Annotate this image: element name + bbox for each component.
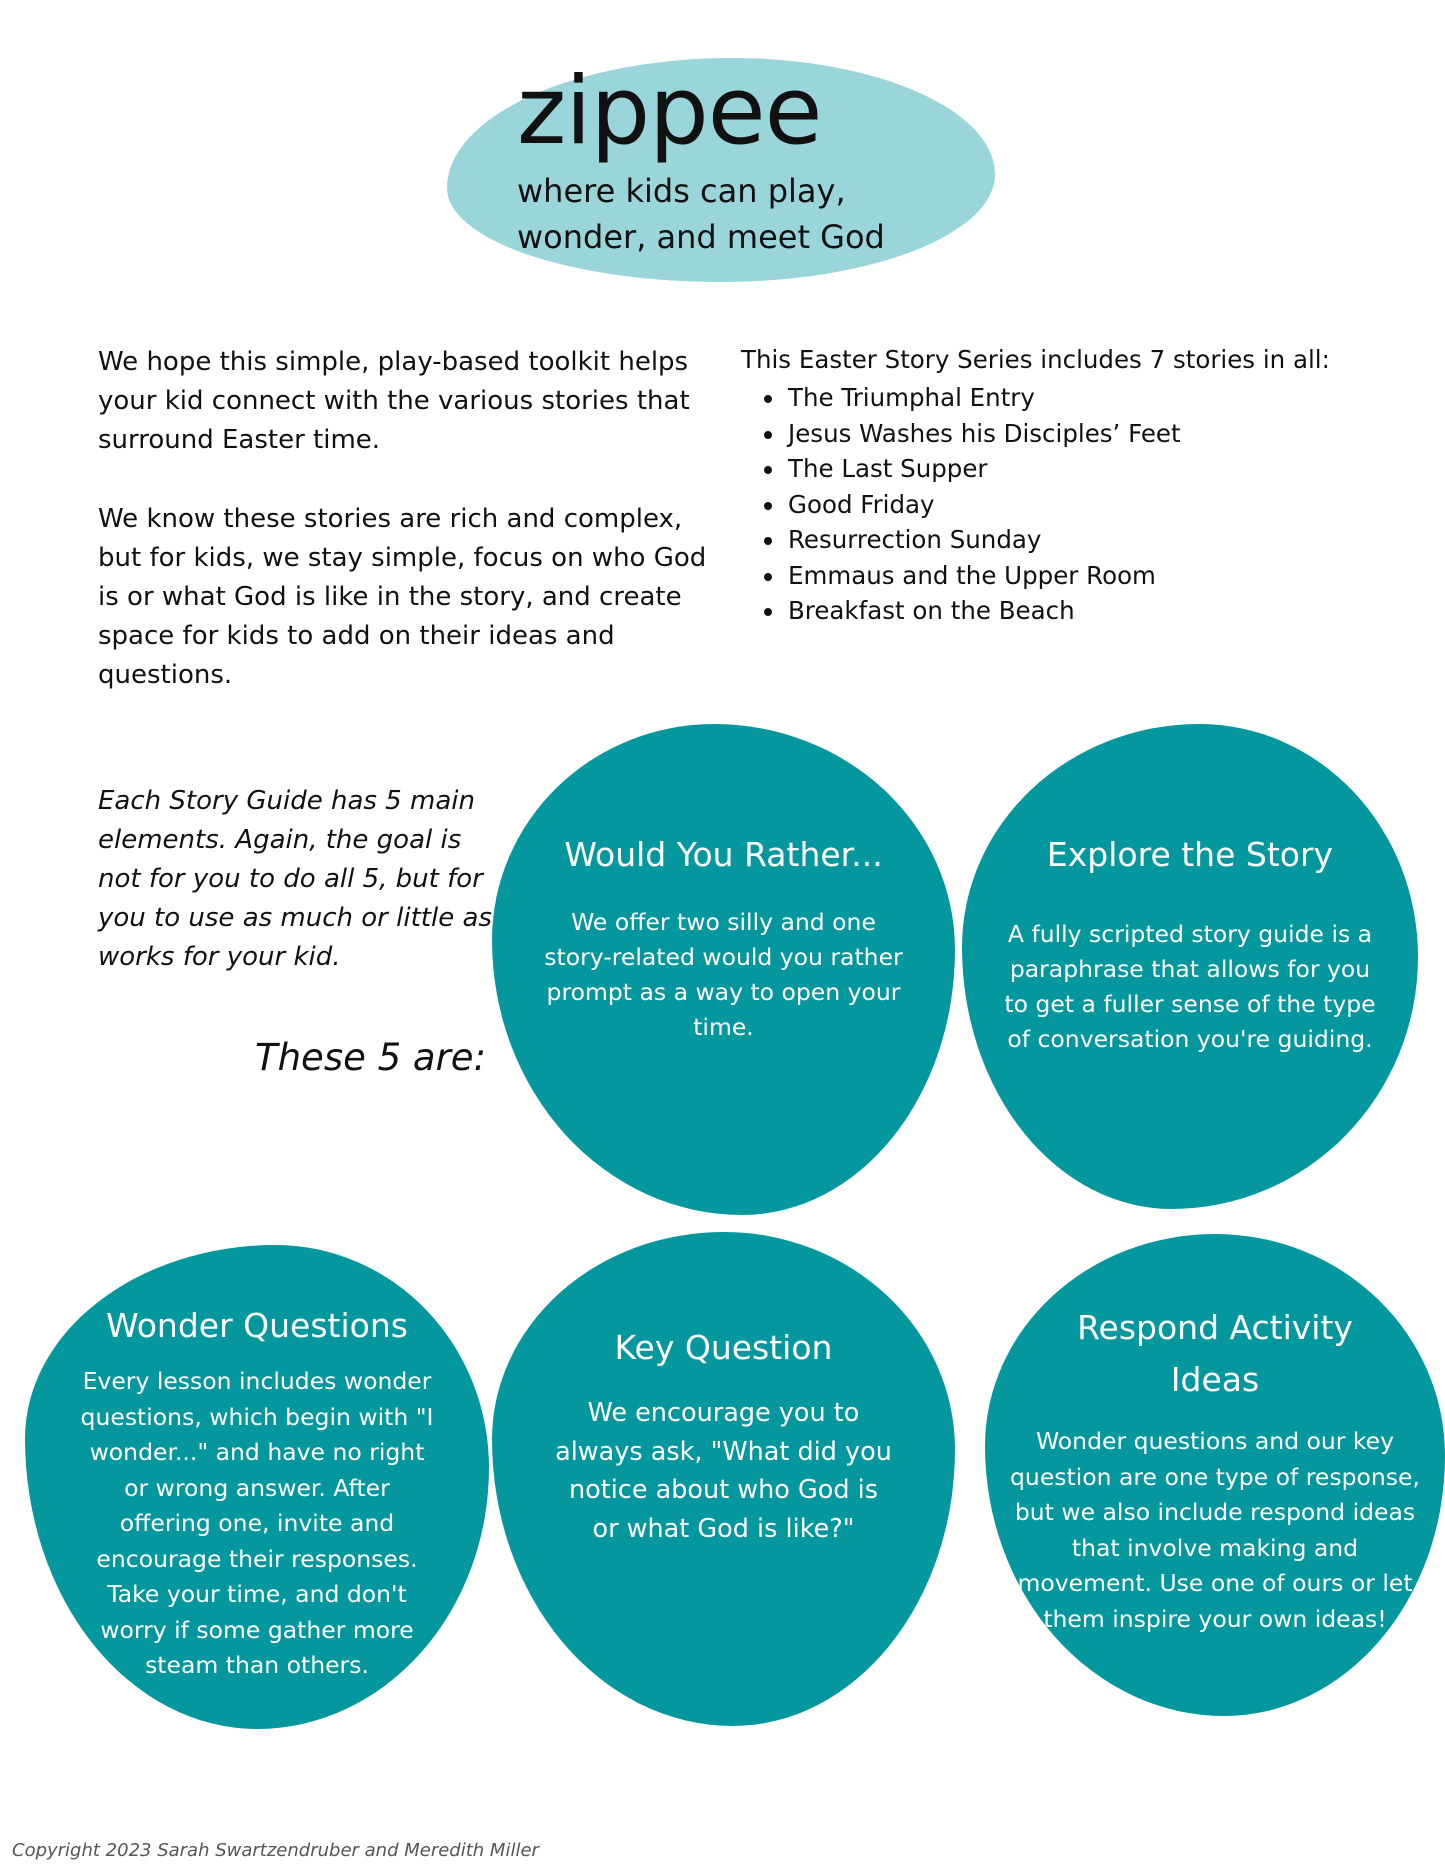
story-item: • Breakfast on the Beach [786, 593, 1181, 629]
these-five-label: These 5 are: [255, 1036, 487, 1079]
key-question-body: We encourage you to always ask, "What did you notice about who God is or what God is like?" [555, 1398, 892, 1544]
intro-paragraph-2: We know these stories are rich and complex, but for kids, we stay simple, focus on who God is or what God is like in the story, and create space for kids to add on their ideas and questions. [98, 504, 707, 690]
intro-paragraph-1: We hope this simple, play-based toolkit helps your kid connect with the various stories that surround Easter time. [98, 347, 690, 455]
story-list [742, 380, 1181, 629]
brand-logo-text: zippee [517, 57, 822, 166]
would-you-rather-body: We offer two silly and one story-related would you rather prompt as a way to open your time. [544, 908, 903, 1042]
explore-story-body: A fully scripted story guide is a paraphrase that allows for you to get a fuller sense of the type of conversation you're guiding. [1004, 920, 1376, 1054]
story-item: • The Triumphal Entry [786, 380, 1181, 416]
explore-story-title: Explore the Story [1046, 835, 1334, 874]
key-question-title: Key Question [614, 1328, 833, 1367]
story-item: • Resurrection Sunday [786, 522, 1181, 558]
story-item: • Jesus Washes his Disciples’ Feet [786, 416, 1181, 452]
respond-activity-card [985, 1234, 1445, 1716]
wonder-questions-body: Every lesson includes wonder questions, which begin with "I wonder..." and have no right or wrong answer. After offering one, invite and encourage their responses. Take your time, and don't worry if some gather more steam than others. [80, 1367, 434, 1680]
story-item: • Emmaus and the Upper Room [786, 558, 1181, 594]
wonder-questions-title: Wonder Questions [106, 1306, 408, 1345]
copyright-notice: Copyright 2023 Sarah Swartzendruber and Meredith Miller [12, 1840, 539, 1861]
wonder-questions-card [25, 1245, 489, 1729]
guide-note: Each Story Guide has 5 main elements. Again, the goal is not for you to do all 5, but for you to use as much or little as works for your kid. [98, 786, 492, 972]
story-item: • The Last Supper [786, 451, 1181, 487]
tagline: where kids can play, wonder, and meet God [517, 172, 885, 256]
explore-story-card [962, 724, 1418, 1209]
respond-activity-title: Respond Activity Ideas [1077, 1308, 1353, 1399]
would-you-rather-title: Would You Rather... [564, 835, 883, 874]
key-question-card [492, 1232, 955, 1726]
story-item: • Good Friday [786, 487, 1181, 523]
would-you-rather-card [492, 724, 955, 1215]
series-lead: This Easter Story Series includes 7 stories in all: [741, 345, 1330, 374]
respond-activity-body: Wonder questions and our key question are one type of response, but we also include respond ideas that involve making and movement. Use one of ours or let them inspire your own ideas! [1010, 1427, 1420, 1633]
